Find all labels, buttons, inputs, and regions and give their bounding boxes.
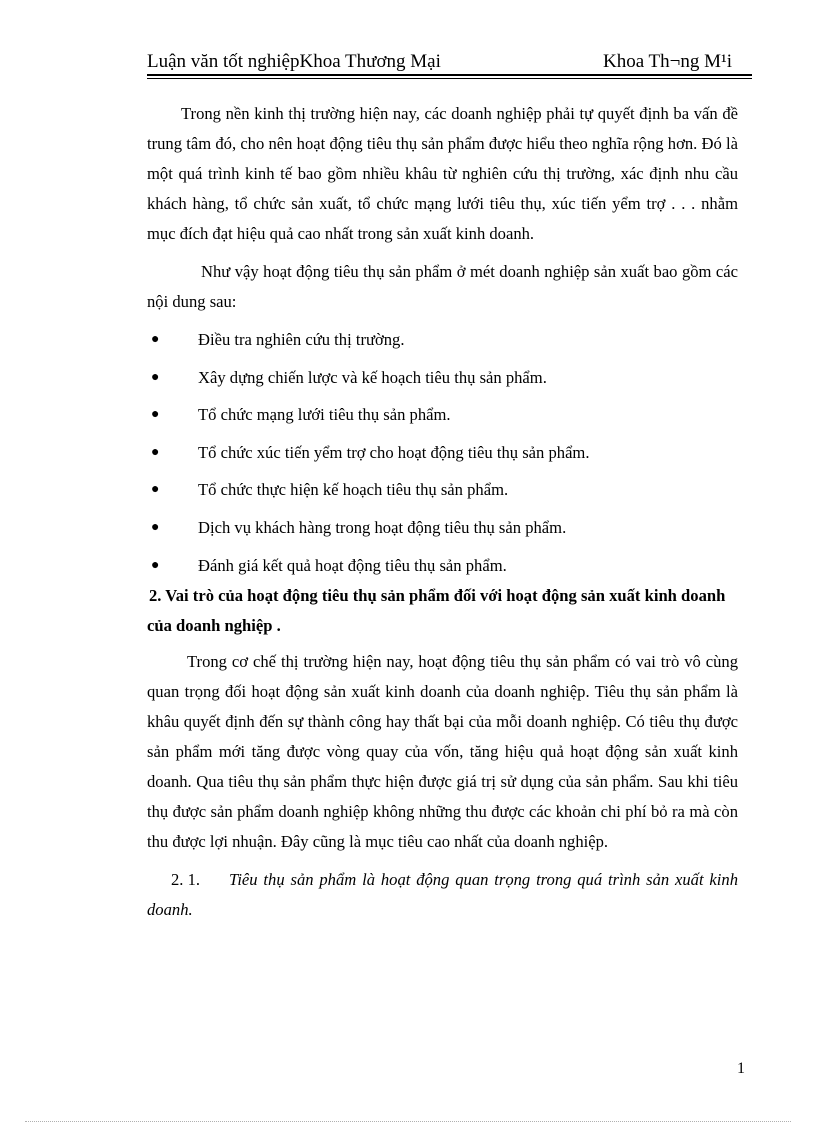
bullet-icon: ●: [151, 369, 160, 385]
subsection-heading: [147, 865, 738, 925]
header-left-title: Luận văn tốt nghiệpKhoa Thương Mại: [147, 51, 441, 72]
bullet-icon: ●: [151, 482, 160, 498]
list-item: [147, 475, 738, 513]
subsection-title: Tiêu thụ sản phẩm là hoạt động quan trọng trong quá trình sản xuất kinh doanh.: [147, 869, 738, 919]
bullet-icon: ●: [151, 407, 160, 423]
paragraph-gap: [147, 857, 738, 865]
bullet-list: [147, 325, 738, 581]
header-right-title: Khoa Th¬ng M¹i: [602, 51, 732, 72]
list-item-text: Dịch vụ khách hàng trong hoạt động tiêu thụ sản phẩm.: [198, 517, 567, 537]
section-heading: 2. Vai trò của hoạt động tiêu thụ sản phẩm đối với hoạt động sản xuất kinh doanh của doanh nghiệp .: [147, 585, 726, 635]
bullet-icon: ●: [151, 444, 160, 460]
list-item: [147, 400, 738, 438]
bullet-icon: ●: [151, 332, 160, 347]
list-item-text: Điều tra nghiên cứu thị trường.: [198, 330, 405, 349]
list-item-text: Đánh giá kết quả hoạt động tiêu thụ sản phẩm.: [198, 555, 507, 575]
document-body: [147, 99, 738, 925]
list-item: [147, 325, 738, 363]
bullet-icon: ●: [151, 557, 160, 573]
list-item-text: Xây dựng chiến lược và kế hoạch tiêu thụ sản phẩm.: [198, 367, 547, 387]
list-item: [147, 551, 738, 581]
page-header: [147, 46, 752, 82]
subsection-number: 2. 1.: [171, 869, 201, 889]
paragraph-gap: [147, 249, 738, 257]
paragraph-role: Trong cơ chế thị trường hiện nay, hoạt động tiêu thụ sản phẩm có vai trò vô cùng quan trọng đối hoạt động sản xuất kinh doanh của doanh nghiệp. Tiêu thụ sản phẩm là khâu quyết định đến sự thành công hay thất bại của mỗi doanh nghiệp. Có tiêu thụ được sản phẩm mới tăng được vòng quay của vốn, tăng hiệu quả hoạt động sản xuất kinh doanh. Qua tiêu thụ sản phẩm thực hiện được giá trị sử dụng của sản phẩm. Sau khi tiêu thụ được sản phẩm doanh nghiệp không những thu được các khoản chi phí bỏ ra mà còn thu được lợi nhuận. Đây cũng là mục tiêu cao nhất của doanh nghiệp.: [147, 651, 738, 851]
list-item-text: Tổ chức mạng lưới tiêu thụ sản phẩm.: [198, 405, 451, 425]
paragraph-contents-lead: Như vậy hoạt động tiêu thụ sản phẩm ở mét doanh nghiệp sản xuất bao gồm các nội dung sau:: [147, 262, 738, 311]
page-number: 1: [737, 1060, 745, 1077]
header-rule-thick: [147, 74, 752, 76]
list-item: [147, 513, 738, 551]
bullet-icon: ●: [151, 519, 160, 535]
page-bottom-border: [25, 1121, 791, 1122]
list-item-text: Tổ chức thực hiện kế hoạch tiêu thụ sản phẩm.: [198, 480, 509, 500]
paragraph-intro: Trong nền kinh thị trường hiện nay, các doanh nghiệp phải tự quyết định ba vấn đề trung tâm đó, cho nên hoạt động tiêu thụ sản phẩm được hiểu theo nghĩa rộng hơn. Đó là một quá trình kinh tế bao gồm nhiều khâu từ nghiên cứu thị trường, xác định nhu cầu khách hàng, tổ chức sản xuất, tổ chức mạng lưới tiêu thụ, xúc tiến yểm trợ . . . nhằm mục đích đạt hiệu quả cao nhất trong sản xuất kinh doanh.: [147, 104, 738, 243]
list-item: [147, 438, 738, 476]
paragraph-gap: [147, 317, 738, 325]
list-item-text: Tổ chức xúc tiến yểm trợ cho hoạt động tiêu thụ sản phẩm.: [198, 442, 590, 462]
header-rule-thin: [147, 78, 752, 79]
list-item: [147, 363, 738, 401]
